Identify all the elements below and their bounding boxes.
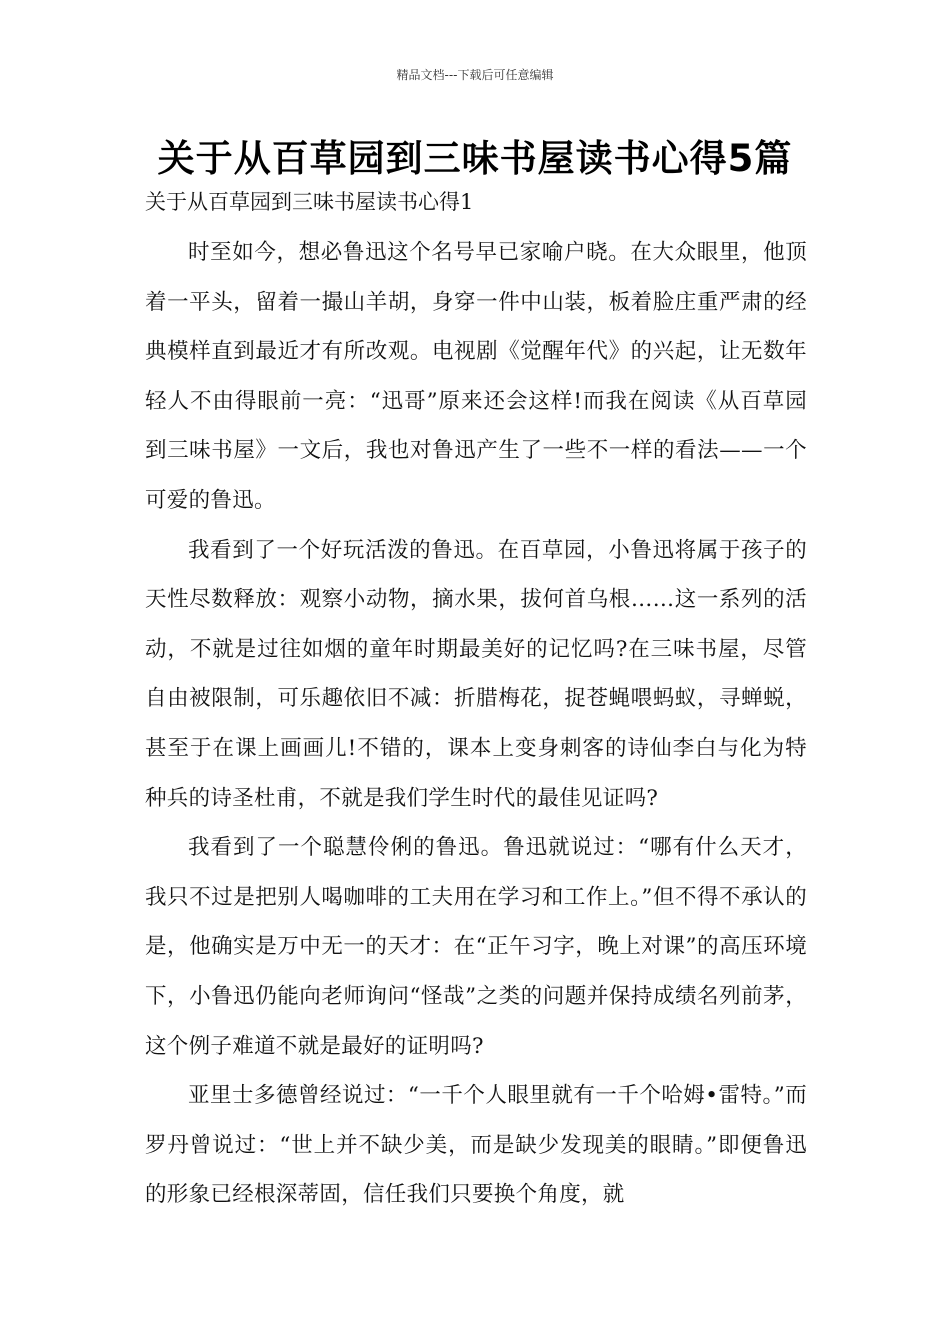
paragraph: 亚里士多德曾经说过：“一千个人眼里就有一千个哈姆•雷特。”而罗丹曾说过：“世上并不缺少美，而是缺少发现美的眼睛。”即便鲁迅的形象已经根深蒂固，信任我们只要换个角度，就	[145, 1083, 807, 1208]
paragraph: 我看到了一个好玩活泼的鲁迅。在百草园，小鲁迅将属于孩子的天性尽数释放：观察小动物，摘水果，拔何首乌根……这一系列的活动，不就是过往如烟的童年时期最美好的记忆吗?在三味书屋，尽管自由被限制，可乐趣依旧不减：折腊梅花，捉苍蝇喂蚂蚁，寻蝉蜕，甚至于在课上画画儿!不错的，课本上变身刺客的诗仙李白与化为特种兵的诗圣杜甫，不就是我们学生时代的最佳见证吗?	[145, 537, 807, 811]
paragraph: 时至如今，想必鲁迅这个名号早已家喻户晓。在大众眼里，他顶着一平头，留着一撮山羊胡，身穿一件中山装，板着脸庄重严肃的经典模样直到最近才有所改观。电视剧《觉醒年代》的兴起，让无数年轻人不由得眼前一亮：“迅哥”原来还会这样!而我在阅读《从百草园到三味书屋》一文后，我也对鲁迅产生了一些不一样的看法——一个可爱的鲁迅。	[145, 240, 807, 513]
body-text	[145, 228, 807, 1220]
header-note: 精品文档---下载后可任意编辑	[396, 68, 554, 82]
paragraph: 我看到了一个聪慧伶俐的鲁迅。鲁迅就说过：“哪有什么天才，我只不过是把别人喝咖啡的工夫用在学习和工作上。”但不得不承认的是，他确实是万中无一的天才：在“正午习字，晚上对课”的高压环境下，小鲁迅仍能向老师询问“怪哉”之类的问题并保持成绩名列前茅，这个例子难道不就是最好的证明吗?	[145, 835, 807, 1059]
section-subtitle: 关于从百草园到三味书屋读书心得1	[145, 190, 474, 214]
document-title: 关于从百草园到三味书屋读书心得5篇	[157, 137, 793, 180]
